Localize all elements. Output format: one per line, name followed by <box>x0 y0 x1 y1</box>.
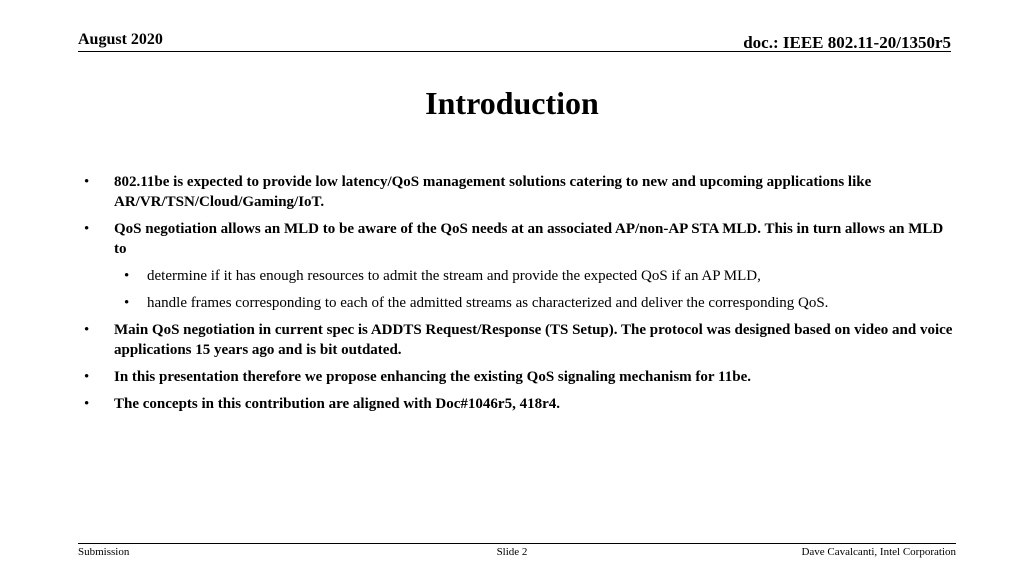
footer-slide-number: Slide 2 <box>496 546 528 558</box>
header-divider <box>78 51 951 52</box>
bullet-text: 802.11be is expected to provide low latency/QoS management solutions catering to new and upcoming applications like AR/VR/TSN/Cloud/Gaming/IoT. <box>114 174 872 210</box>
footer-author: Dave Cavalcanti, Intel Corporation <box>801 546 956 558</box>
bullet-icon: • <box>124 268 130 284</box>
bullet-text: In this presentation therefore we propose enhancing the existing QoS signaling mechanism for 11be. <box>114 369 751 385</box>
header-date: August 2020 <box>78 31 163 48</box>
bullet-icon: • <box>84 221 90 237</box>
bullet-item <box>84 367 956 387</box>
bullet-text: The concepts in this contribution are aligned with Doc#1046r5, 418r4. <box>114 396 560 412</box>
bullet-icon: • <box>84 322 90 338</box>
bullet-icon: • <box>84 396 90 412</box>
bullet-item <box>84 172 956 212</box>
slide-title: Introduction <box>425 85 599 121</box>
sub-bullet-item <box>84 293 956 313</box>
footer-submission: Submission <box>78 546 130 558</box>
bullet-item <box>84 320 956 360</box>
bullet-icon: • <box>124 295 130 311</box>
footer-divider <box>78 543 956 544</box>
header-doc-id: doc.: IEEE 802.11-20/1350r5 <box>743 33 951 52</box>
bullet-text: handle frames corresponding to each of the admitted streams as characterized and deliver the corresponding QoS. <box>147 295 829 311</box>
bullet-item <box>84 219 956 259</box>
bullet-icon: • <box>84 369 90 385</box>
bullet-text: determine if it has enough resources to admit the stream and provide the expected QoS if an AP MLD, <box>147 268 761 284</box>
bullet-icon: • <box>84 174 90 190</box>
bullet-item <box>84 394 956 414</box>
bullet-list <box>84 172 956 421</box>
bullet-text: Main QoS negotiation in current spec is ADDTS Request/Response (TS Setup). The protocol was designed based on video and voice applications 15 years ago and is bit outdated. <box>114 322 953 358</box>
sub-bullet-item <box>84 266 956 286</box>
bullet-text: QoS negotiation allows an MLD to be aware of the QoS needs at an associated AP/non-AP STA MLD. This in turn allows an MLD to <box>114 221 944 257</box>
